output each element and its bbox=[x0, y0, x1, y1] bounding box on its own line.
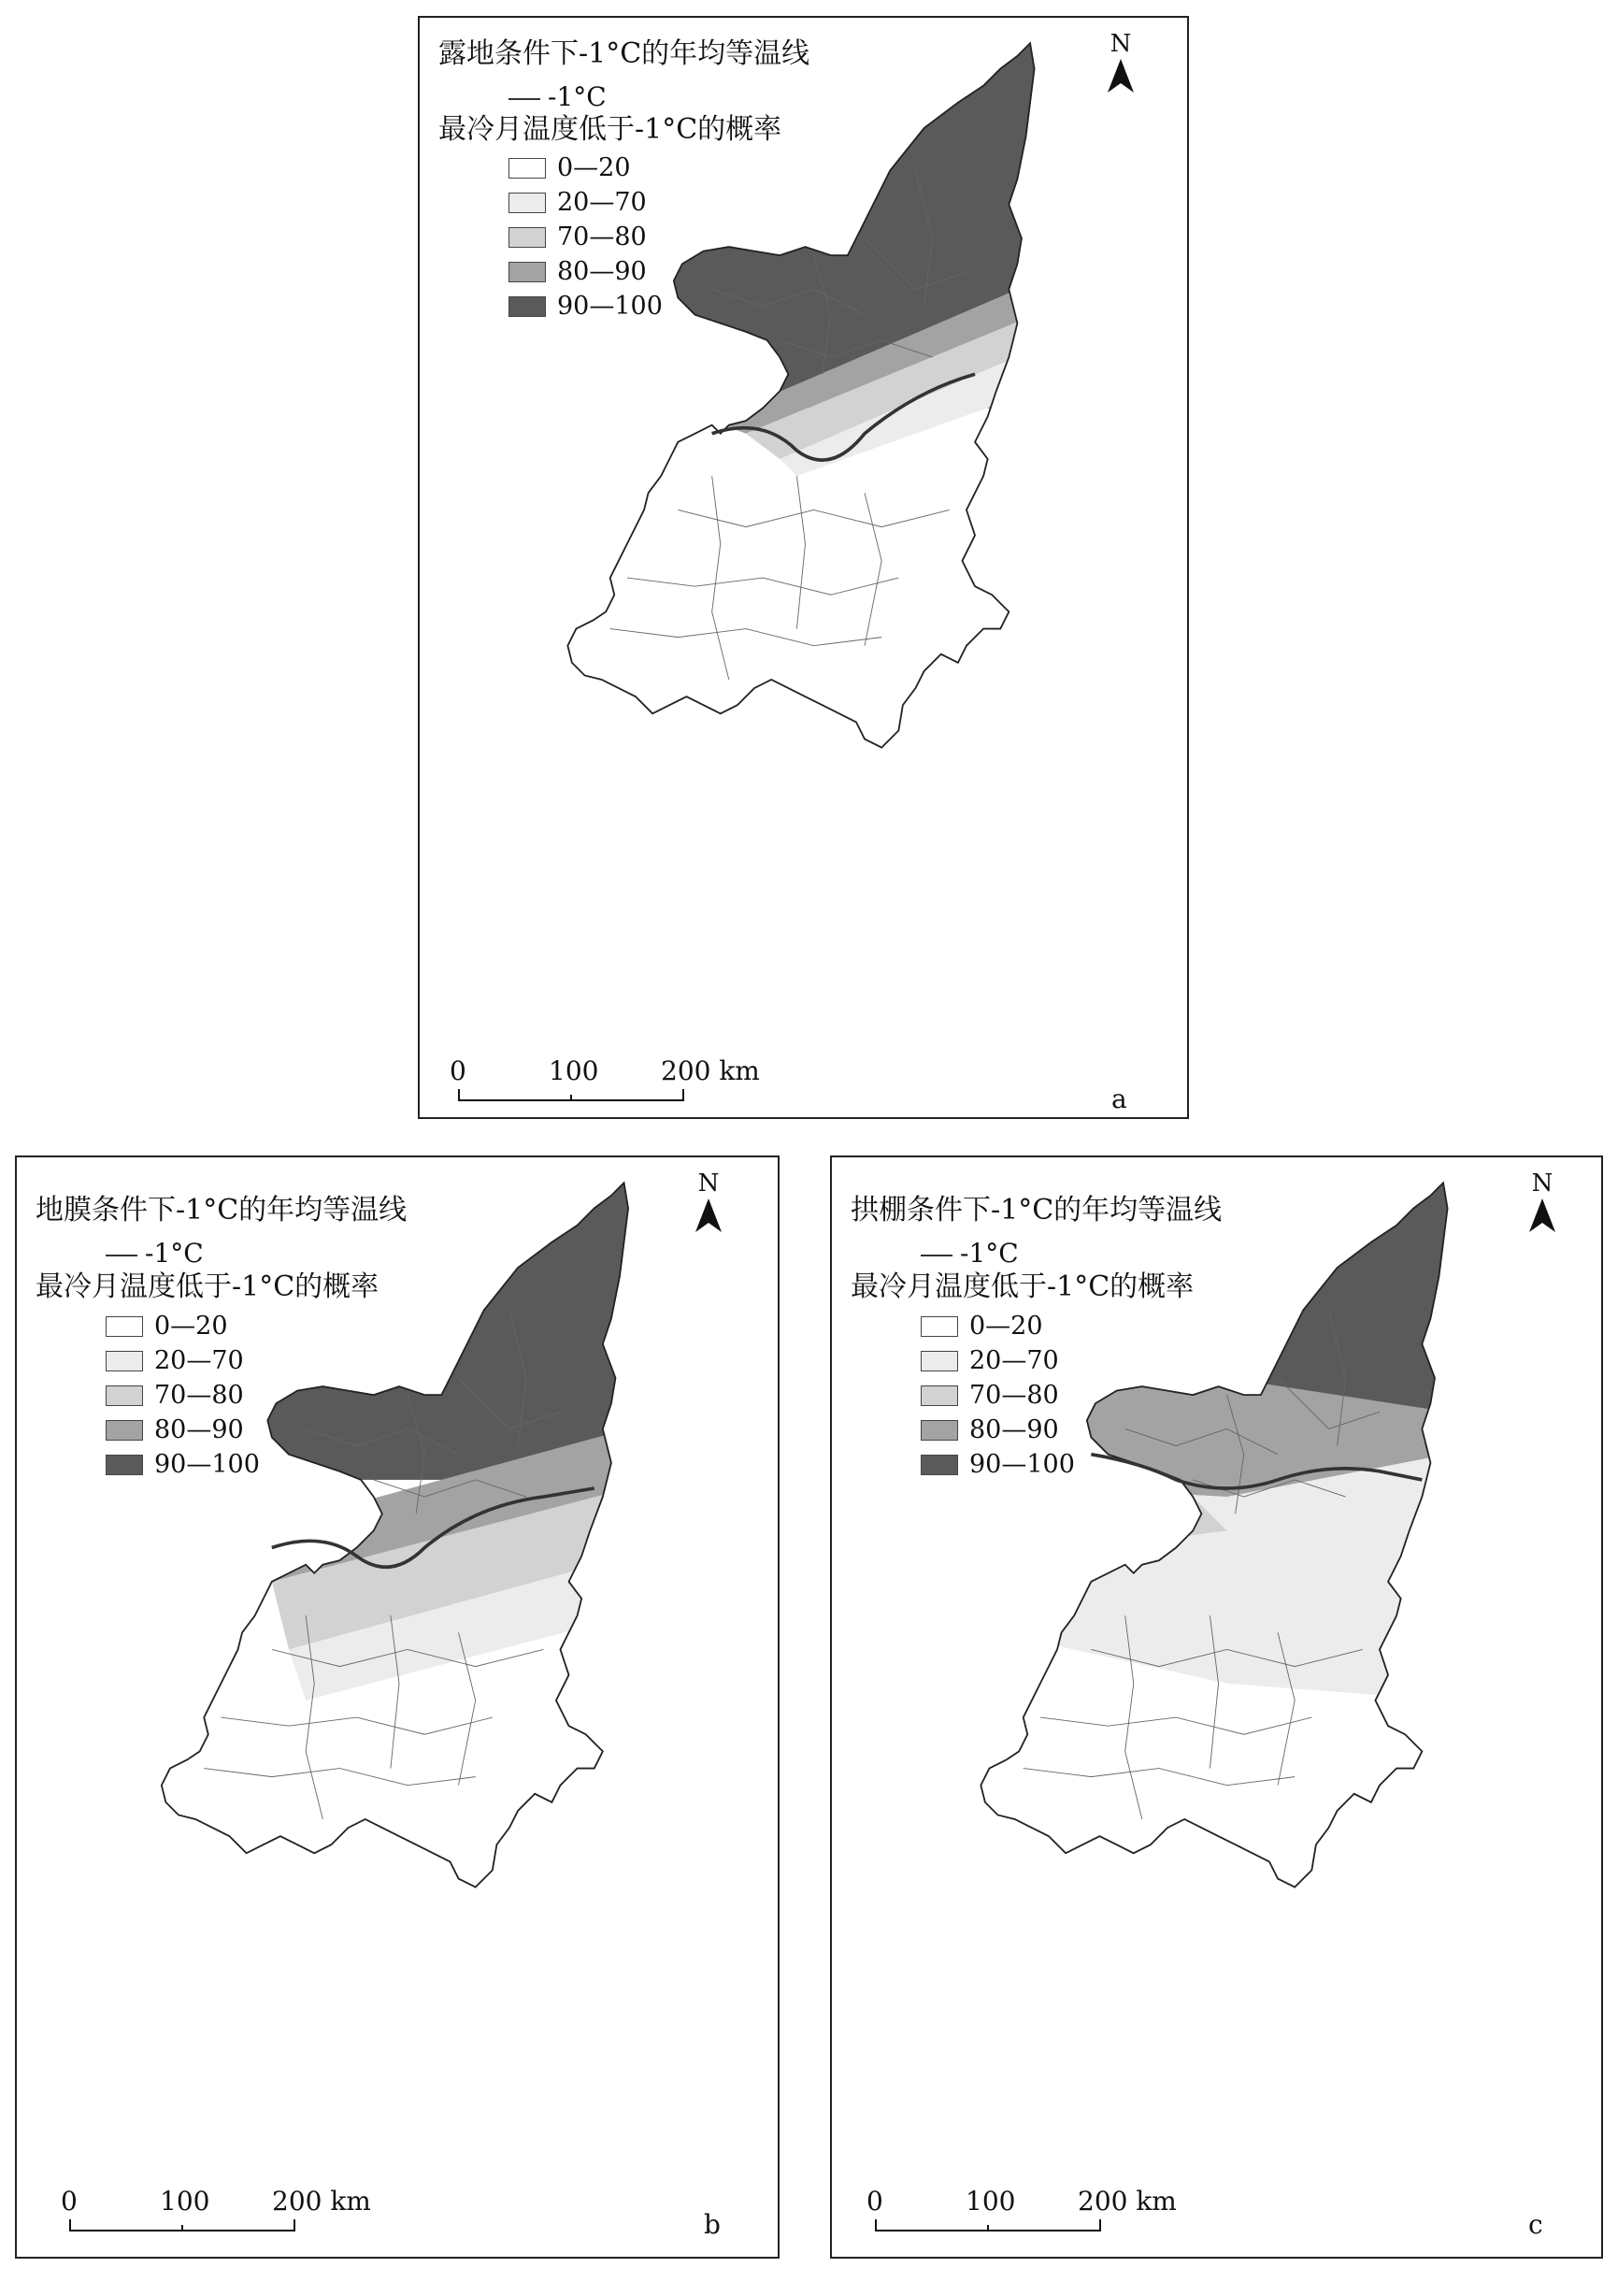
legend-swatch bbox=[106, 1385, 143, 1406]
north-label: N bbox=[1531, 1170, 1554, 1198]
legend-item: 0—20 bbox=[508, 151, 663, 185]
scale-label: 100 bbox=[160, 2186, 210, 2217]
legend-item: 20—70 bbox=[106, 1343, 260, 1378]
legend-item: 0—20 bbox=[921, 1309, 1075, 1343]
isotherm-label: -1°C bbox=[548, 81, 607, 112]
scale-label: 0 bbox=[61, 2186, 78, 2217]
north-label: N bbox=[1110, 30, 1132, 58]
legend-swatch bbox=[106, 1455, 143, 1475]
map-panel-b bbox=[15, 1155, 780, 2259]
scale-label: 100 bbox=[549, 1055, 599, 1086]
scale-bar-a bbox=[450, 1055, 760, 1106]
legend-item: 20—70 bbox=[508, 185, 663, 220]
scale-label: 200 km bbox=[272, 2186, 371, 2217]
scale-label: 0 bbox=[866, 2186, 883, 2217]
panel-letter-b: b bbox=[704, 2209, 721, 2240]
scale-label: 200 km bbox=[1078, 2186, 1177, 2217]
legend-swatch bbox=[106, 1420, 143, 1441]
panel-c-title: 拱棚条件下-1°C的年均等温线 bbox=[851, 1194, 1223, 1227]
north-arrow-icon bbox=[1524, 1170, 1561, 1236]
legend-item: 90—100 bbox=[508, 289, 663, 323]
panel-b-title: 地膜条件下-1°C的年均等温线 bbox=[36, 1194, 408, 1227]
legend-item: 0—20 bbox=[106, 1309, 260, 1343]
map-panel-c bbox=[830, 1155, 1603, 2259]
legend-swatch bbox=[921, 1455, 958, 1475]
legend-item: 70—80 bbox=[508, 220, 663, 254]
scale-bar-line bbox=[68, 2217, 311, 2232]
isotherm-legend-a bbox=[508, 83, 607, 111]
legend-swatch bbox=[106, 1351, 143, 1371]
legend-item: 20—70 bbox=[921, 1343, 1075, 1378]
legend-swatch bbox=[921, 1420, 958, 1441]
isotherm-line-icon bbox=[106, 1255, 137, 1256]
probability-legend-c bbox=[921, 1309, 1075, 1482]
panel-c-subtitle: 最冷月温度低于-1°C的概率 bbox=[851, 1270, 1195, 1303]
legend-swatch bbox=[106, 1316, 143, 1337]
legend-swatch bbox=[508, 158, 546, 179]
scale-label: 200 km bbox=[661, 1055, 760, 1086]
north-arrow-icon bbox=[690, 1170, 727, 1236]
north-arrow-shape bbox=[1524, 1197, 1561, 1234]
isotherm-legend-c bbox=[921, 1240, 1019, 1268]
legend-swatch bbox=[508, 262, 546, 282]
probability-legend-a bbox=[508, 151, 663, 323]
panel-a-title: 露地条件下-1°C的年均等温线 bbox=[438, 37, 810, 70]
isotherm-legend-b bbox=[106, 1240, 204, 1268]
scale-bar-b bbox=[61, 2186, 371, 2236]
scale-label: 0 bbox=[450, 1055, 466, 1086]
scale-bar-line bbox=[874, 2217, 1117, 2232]
panel-a-subtitle: 最冷月温度低于-1°C的概率 bbox=[438, 113, 782, 146]
legend-swatch bbox=[921, 1316, 958, 1337]
isotherm-line-icon bbox=[508, 98, 540, 100]
legend-swatch bbox=[921, 1385, 958, 1406]
north-arrow-shape bbox=[1102, 57, 1139, 94]
legend-item: 80—90 bbox=[106, 1413, 260, 1447]
legend-swatch bbox=[508, 193, 546, 213]
legend-item: 70—80 bbox=[106, 1378, 260, 1413]
north-arrow-icon bbox=[1102, 31, 1139, 96]
isotherm-line-icon bbox=[921, 1255, 952, 1256]
scale-label: 100 bbox=[966, 2186, 1016, 2217]
legend-item: 80—90 bbox=[921, 1413, 1075, 1447]
legend-swatch bbox=[508, 296, 546, 317]
map-panel-a bbox=[418, 16, 1189, 1119]
panel-b-subtitle: 最冷月温度低于-1°C的概率 bbox=[36, 1270, 379, 1303]
isotherm-label: -1°C bbox=[960, 1238, 1019, 1269]
north-label: N bbox=[697, 1170, 720, 1198]
isotherm-label: -1°C bbox=[145, 1238, 204, 1269]
legend-item: 70—80 bbox=[921, 1378, 1075, 1413]
north-arrow-shape bbox=[690, 1197, 727, 1234]
scale-bar-c bbox=[866, 2186, 1177, 2236]
probability-legend-b bbox=[106, 1309, 260, 1482]
panel-letter-c: c bbox=[1528, 2209, 1543, 2240]
legend-swatch bbox=[508, 227, 546, 248]
panel-letter-a: a bbox=[1111, 1083, 1127, 1114]
legend-item: 90—100 bbox=[921, 1447, 1075, 1482]
legend-item: 80—90 bbox=[508, 254, 663, 289]
scale-bar-line bbox=[457, 1087, 700, 1102]
legend-swatch bbox=[921, 1351, 958, 1371]
legend-item: 90—100 bbox=[106, 1447, 260, 1482]
